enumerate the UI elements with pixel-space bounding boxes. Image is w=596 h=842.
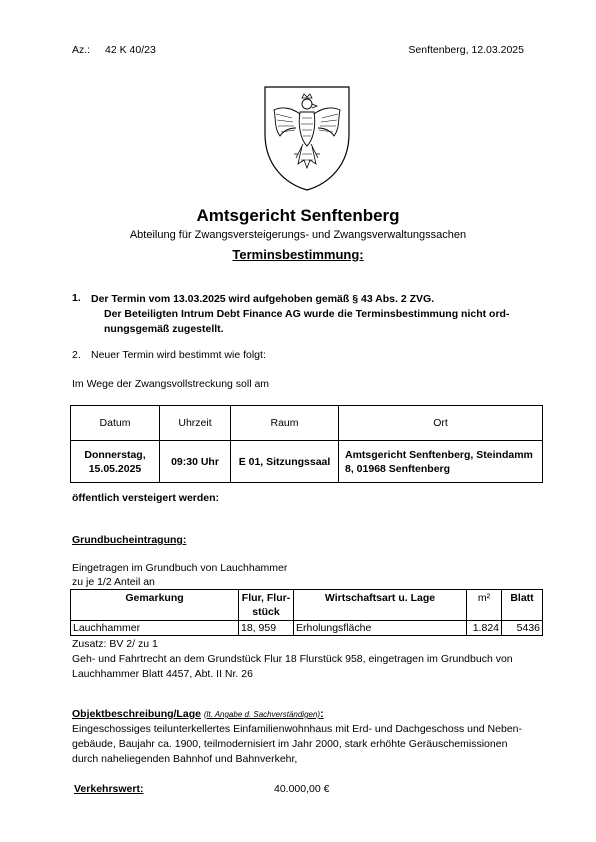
- table-header-row: [71, 590, 543, 621]
- object-line-2: gebäude, Baujahr ca. 1900, teilmodernisiert im Jahr 2000, stark erhöhte Geräuschemissionen: [72, 738, 508, 750]
- item-1-line-2: Der Beteiligten Intrum Debt Finance AG wurde die Terminsbestimmung nicht ord-: [104, 308, 510, 320]
- cell-gemarkung: Lauchhammer: [71, 621, 239, 636]
- cell-datum: [71, 441, 160, 483]
- place-line-1: Amtsgericht Senftenberg, Steindamm: [345, 448, 533, 461]
- table-header-row: [71, 406, 543, 441]
- item-1-line-3: nungsgemäß zugestellt.: [104, 323, 224, 335]
- table-row: [71, 441, 543, 483]
- object-heading-colon: :: [320, 708, 324, 720]
- header-flur: [239, 590, 294, 621]
- land-register-text-2: zu je 1/2 Anteil an: [72, 576, 155, 588]
- intro-text: Im Wege der Zwangsvollstreckung soll am: [72, 378, 270, 390]
- cell-wirtschaftsart: Erholungsfläche: [294, 621, 467, 636]
- header-ort: Ort: [339, 406, 543, 441]
- az-label: Az.:: [72, 44, 91, 56]
- header-flur-line-1: Flur, Flur-: [241, 592, 291, 604]
- place-line-2: 8, 01968 Senftenberg: [345, 462, 451, 475]
- cell-uhrzeit: 09:30 Uhr: [160, 441, 231, 483]
- object-line-1: Eingeschossiges teilunterkellertes Einfamilienwohnhaus mit Erd- und Dachgeschoss und Neben-: [72, 723, 522, 735]
- object-heading-title: Objektbeschreibung/Lage: [72, 708, 201, 720]
- header-m2: m²: [467, 590, 502, 621]
- land-register-table: [70, 589, 543, 636]
- date-value: 15.05.2025: [88, 462, 142, 475]
- header-wirtschaftsart: Wirtschaftsart u. Lage: [294, 590, 467, 621]
- object-heading-note: (lt. Angabe d. Sachverständigen): [203, 710, 321, 719]
- header-gemarkung: Gemarkung: [71, 590, 239, 621]
- header-blatt: Blatt: [502, 590, 543, 621]
- easement-line-1: Geh- und Fahrtrecht an dem Grundstück Flur 18 Flurstück 958, eingetragen im Grundbuch von: [72, 653, 513, 665]
- document-heading: Terminsbestimmung:: [232, 247, 364, 262]
- addition-note: Zusatz: BV 2/ zu 1: [72, 638, 158, 650]
- coat-of-arms-icon: [262, 84, 352, 192]
- market-value: 40.000,00 €: [274, 783, 330, 795]
- easement-line-2: Lauchhammer Blatt 4457, Abt. II Nr. 26: [72, 668, 253, 680]
- az-number: 42 K 40/23: [105, 44, 156, 56]
- court-name: Amtsgericht Senftenberg: [196, 206, 400, 225]
- table-row: [71, 621, 543, 636]
- land-register-text-1: Eingetragen im Grundbuch von Lauchhammer: [72, 562, 288, 574]
- item-1-text: [91, 292, 541, 337]
- item-1-line-1: Der Termin vom 13.03.2025 wird aufgehoben gemäß § 43 Abs. 2 ZVG.: [91, 293, 435, 305]
- place-date: Senftenberg, 12.03.2025: [408, 44, 524, 56]
- object-description-heading: [72, 708, 324, 720]
- auction-statement: öffentlich versteigert werden:: [72, 492, 220, 504]
- object-line-3: durch naheliegenden Bahnhof und Bahnverkehr,: [72, 753, 298, 765]
- object-description-text: [72, 722, 542, 767]
- cell-raum: E 01, Sitzungssaal: [231, 441, 339, 483]
- item-2-number: 2.: [72, 349, 81, 361]
- cell-flur: 18, 959: [239, 621, 294, 636]
- cell-m2: 1.824: [467, 621, 502, 636]
- item-2-text: Neuer Termin wird bestimmt wie folgt:: [91, 349, 266, 361]
- market-value-label: Verkehrswert:: [74, 783, 144, 795]
- appointment-table: [70, 405, 543, 483]
- header-flur-line-2: stück: [252, 606, 280, 618]
- date-weekday: Donnerstag,: [84, 448, 146, 461]
- cell-blatt: 5436: [502, 621, 543, 636]
- header-datum: Datum: [71, 406, 160, 441]
- header-uhrzeit: Uhrzeit: [160, 406, 231, 441]
- cell-ort: [339, 441, 543, 483]
- header-raum: Raum: [231, 406, 339, 441]
- court-department: Abteilung für Zwangsversteigerungs- und Zwangsverwaltungssachen: [129, 229, 467, 241]
- easement-text: [72, 652, 542, 682]
- land-register-heading: Grundbucheintragung:: [72, 534, 187, 546]
- item-1-number: 1.: [72, 292, 81, 304]
